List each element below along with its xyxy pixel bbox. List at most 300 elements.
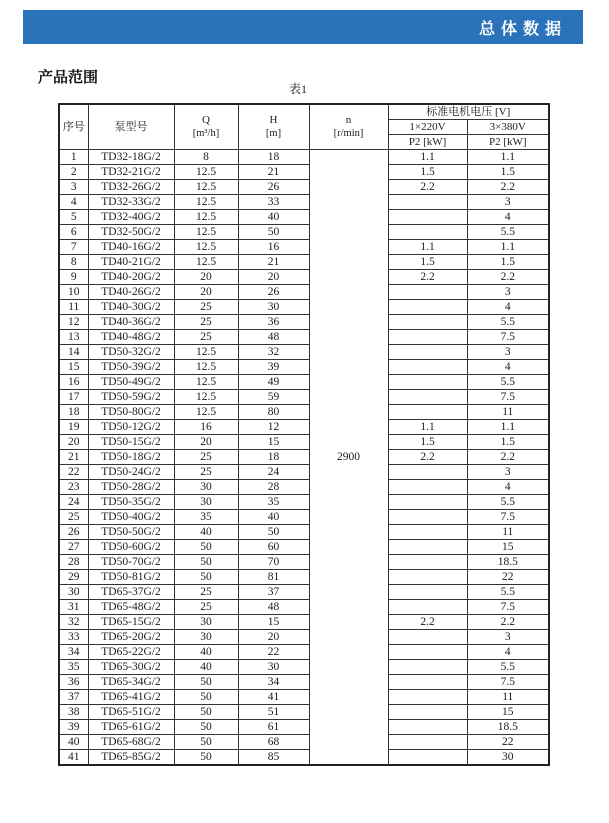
p2-220-cell: 2.2 — [388, 270, 467, 285]
h-cell: 48 — [238, 330, 309, 345]
p2-220-cell — [388, 360, 467, 375]
p2-220-cell: 1.5 — [388, 435, 467, 450]
table-row — [59, 750, 549, 766]
q-cell: 50 — [174, 540, 238, 555]
p2-380-cell: 1.5 — [467, 255, 549, 270]
p2-380-cell: 1.1 — [467, 420, 549, 435]
q-cell: 12.5 — [174, 165, 238, 180]
table-row — [59, 315, 549, 330]
q-cell: 12.5 — [174, 180, 238, 195]
table-header — [59, 104, 549, 150]
q-cell: 50 — [174, 705, 238, 720]
model-cell: TD65-34G/2 — [88, 675, 174, 690]
p2-220-cell — [388, 690, 467, 705]
index-cell: 26 — [59, 525, 88, 540]
index-cell: 3 — [59, 180, 88, 195]
q-cell: 20 — [174, 435, 238, 450]
table-body — [59, 150, 549, 766]
q-cell: 12.5 — [174, 225, 238, 240]
h-cell: 49 — [238, 375, 309, 390]
p2-220-cell — [388, 315, 467, 330]
index-cell: 20 — [59, 435, 88, 450]
table-row — [59, 480, 549, 495]
h-cell: 28 — [238, 480, 309, 495]
model-cell: TD32-40G/2 — [88, 210, 174, 225]
model-cell: TD32-21G/2 — [88, 165, 174, 180]
q-cell: 12.5 — [174, 360, 238, 375]
table-row — [59, 375, 549, 390]
p2-380-cell: 7.5 — [467, 600, 549, 615]
q-cell: 50 — [174, 690, 238, 705]
table-row — [59, 270, 549, 285]
table-row — [59, 585, 549, 600]
index-cell: 19 — [59, 420, 88, 435]
p2-220-cell: 1.1 — [388, 240, 467, 255]
p2-220-cell — [388, 195, 467, 210]
model-cell: TD50-32G/2 — [88, 345, 174, 360]
p2-380-cell: 3 — [467, 195, 549, 210]
index-cell: 34 — [59, 645, 88, 660]
p2-380-cell: 4 — [467, 300, 549, 315]
table-row — [59, 165, 549, 180]
index-cell: 22 — [59, 465, 88, 480]
index-cell: 31 — [59, 600, 88, 615]
p2-380-cell: 15 — [467, 540, 549, 555]
model-cell: TD65-22G/2 — [88, 645, 174, 660]
h-cell: 18 — [238, 150, 309, 165]
table-row — [59, 510, 549, 525]
section-title: 产品范围 — [38, 69, 99, 86]
table-row — [59, 225, 549, 240]
h-cell: 36 — [238, 315, 309, 330]
model-cell: TD50-80G/2 — [88, 405, 174, 420]
p2-380-cell: 5.5 — [467, 375, 549, 390]
header-row-1 — [59, 104, 549, 120]
col-header-h — [238, 104, 309, 150]
n-unit: [r/min] — [333, 128, 364, 139]
h-cell: 30 — [238, 660, 309, 675]
model-cell: TD40-16G/2 — [88, 240, 174, 255]
index-cell: 6 — [59, 225, 88, 240]
model-cell: TD65-20G/2 — [88, 630, 174, 645]
index-cell: 41 — [59, 750, 88, 766]
col-header-index: 序号 — [59, 104, 88, 150]
h-cell: 22 — [238, 645, 309, 660]
model-cell: TD65-68G/2 — [88, 735, 174, 750]
index-cell: 16 — [59, 375, 88, 390]
model-cell: TD40-30G/2 — [88, 300, 174, 315]
q-cell: 25 — [174, 585, 238, 600]
index-cell: 37 — [59, 690, 88, 705]
h-cell: 33 — [238, 195, 309, 210]
table-row — [59, 285, 549, 300]
table-row — [59, 555, 549, 570]
model-cell: TD65-15G/2 — [88, 615, 174, 630]
q-cell: 20 — [174, 285, 238, 300]
p2-380-cell: 5.5 — [467, 315, 549, 330]
p2-380-cell: 18.5 — [467, 720, 549, 735]
q-cell: 16 — [174, 420, 238, 435]
table-row — [59, 735, 549, 750]
p2-220-cell — [388, 495, 467, 510]
model-cell: TD65-41G/2 — [88, 690, 174, 705]
table-row — [59, 300, 549, 315]
h-cell: 60 — [238, 540, 309, 555]
q-cell: 30 — [174, 495, 238, 510]
h-cell: 85 — [238, 750, 309, 766]
model-cell: TD65-51G/2 — [88, 705, 174, 720]
model-cell: TD50-15G/2 — [88, 435, 174, 450]
model-cell: TD32-18G/2 — [88, 150, 174, 165]
model-cell: TD40-36G/2 — [88, 315, 174, 330]
q-cell: 12.5 — [174, 345, 238, 360]
q-cell: 40 — [174, 525, 238, 540]
n-symbol: n — [345, 114, 352, 126]
q-cell: 50 — [174, 570, 238, 585]
table-row — [59, 720, 549, 735]
model-cell: TD40-20G/2 — [88, 270, 174, 285]
index-cell: 12 — [59, 315, 88, 330]
index-cell: 28 — [59, 555, 88, 570]
q-cell: 30 — [174, 630, 238, 645]
q-symbol: Q — [202, 114, 210, 126]
table-row — [59, 675, 549, 690]
q-cell: 35 — [174, 510, 238, 525]
table-row — [59, 150, 549, 165]
q-cell: 50 — [174, 675, 238, 690]
h-cell: 50 — [238, 225, 309, 240]
index-cell: 14 — [59, 345, 88, 360]
product-range-table — [58, 103, 550, 766]
p2-380-cell: 3 — [467, 630, 549, 645]
table-row — [59, 240, 549, 255]
h-cell: 35 — [238, 495, 309, 510]
table-row — [59, 630, 549, 645]
table-row — [59, 660, 549, 675]
q-cell: 12.5 — [174, 390, 238, 405]
model-cell: TD65-37G/2 — [88, 585, 174, 600]
table-row — [59, 420, 549, 435]
table-row — [59, 210, 549, 225]
p2-380-cell: 4 — [467, 480, 549, 495]
model-cell: TD65-85G/2 — [88, 750, 174, 766]
index-cell: 18 — [59, 405, 88, 420]
p2-380-cell: 2.2 — [467, 180, 549, 195]
q-cell: 25 — [174, 600, 238, 615]
p2-220-cell: 1.1 — [388, 150, 467, 165]
p2-380-cell: 7.5 — [467, 330, 549, 345]
h-cell: 15 — [238, 615, 309, 630]
h-symbol: H — [269, 114, 278, 126]
p2-380-cell: 11 — [467, 525, 549, 540]
index-cell: 9 — [59, 270, 88, 285]
model-cell: TD50-59G/2 — [88, 390, 174, 405]
p2-380-cell: 3 — [467, 285, 549, 300]
q-cell: 12.5 — [174, 375, 238, 390]
p2-220-cell — [388, 630, 467, 645]
index-cell: 40 — [59, 735, 88, 750]
table-caption: 表1 — [288, 82, 307, 96]
p2-380-cell: 11 — [467, 690, 549, 705]
p2-220-cell — [388, 645, 467, 660]
col-header-220v: 1×220V — [388, 120, 467, 135]
index-cell: 25 — [59, 510, 88, 525]
h-cell: 80 — [238, 405, 309, 420]
index-cell: 30 — [59, 585, 88, 600]
p2-380-cell: 5.5 — [467, 225, 549, 240]
p2-220-cell — [388, 345, 467, 360]
model-cell: TD32-26G/2 — [88, 180, 174, 195]
p2-380-cell: 3 — [467, 465, 549, 480]
p2-220-cell — [388, 570, 467, 585]
p2-220-cell — [388, 210, 467, 225]
p2-380-cell: 30 — [467, 750, 549, 766]
q-cell: 30 — [174, 480, 238, 495]
col-header-voltage-group: 标准电机电压 [V] — [388, 104, 549, 120]
table-row — [59, 690, 549, 705]
col-header-q — [174, 104, 238, 150]
index-cell: 15 — [59, 360, 88, 375]
table-row — [59, 405, 549, 420]
p2-220-cell — [388, 405, 467, 420]
p2-220-cell — [388, 585, 467, 600]
q-cell: 30 — [174, 615, 238, 630]
col-header-380v: 3×380V — [467, 120, 549, 135]
q-cell: 40 — [174, 660, 238, 675]
p2-380-cell: 2.2 — [467, 270, 549, 285]
model-cell: TD50-81G/2 — [88, 570, 174, 585]
p2-380-cell: 22 — [467, 570, 549, 585]
table-row — [59, 255, 549, 270]
h-cell: 40 — [238, 510, 309, 525]
h-cell: 50 — [238, 525, 309, 540]
table-row — [59, 525, 549, 540]
index-cell: 24 — [59, 495, 88, 510]
q-cell: 25 — [174, 300, 238, 315]
p2-380-cell: 18.5 — [467, 555, 549, 570]
p2-220-cell: 2.2 — [388, 450, 467, 465]
model-cell: TD65-61G/2 — [88, 720, 174, 735]
p2-220-cell — [388, 735, 467, 750]
index-cell: 11 — [59, 300, 88, 315]
h-cell: 15 — [238, 435, 309, 450]
table-row — [59, 360, 549, 375]
p2-220-cell — [388, 465, 467, 480]
q-cell: 20 — [174, 270, 238, 285]
index-cell: 8 — [59, 255, 88, 270]
h-cell: 16 — [238, 240, 309, 255]
p2-220-cell — [388, 510, 467, 525]
h-unit: [m] — [265, 128, 282, 139]
q-cell: 25 — [174, 465, 238, 480]
h-cell: 51 — [238, 705, 309, 720]
table-row — [59, 195, 549, 210]
h-cell: 20 — [238, 630, 309, 645]
model-cell: TD50-50G/2 — [88, 525, 174, 540]
index-cell: 38 — [59, 705, 88, 720]
model-cell: TD50-18G/2 — [88, 450, 174, 465]
h-cell: 24 — [238, 465, 309, 480]
table-row — [59, 180, 549, 195]
p2-220-cell — [388, 660, 467, 675]
index-cell: 4 — [59, 195, 88, 210]
p2-220-cell — [388, 390, 467, 405]
p2-220-cell — [388, 480, 467, 495]
index-cell: 1 — [59, 150, 88, 165]
table-row — [59, 615, 549, 630]
index-cell: 29 — [59, 570, 88, 585]
index-cell: 35 — [59, 660, 88, 675]
p2-220-cell — [388, 330, 467, 345]
h-cell: 12 — [238, 420, 309, 435]
header-banner — [23, 10, 583, 44]
model-cell: TD50-39G/2 — [88, 360, 174, 375]
col-header-model: 泵型号 — [88, 104, 174, 150]
q-cell: 25 — [174, 450, 238, 465]
index-cell: 21 — [59, 450, 88, 465]
p2-220-cell — [388, 600, 467, 615]
table-row — [59, 540, 549, 555]
index-cell: 10 — [59, 285, 88, 300]
p2-380-cell: 2.2 — [467, 615, 549, 630]
p2-380-cell: 5.5 — [467, 495, 549, 510]
p2-380-cell: 1.1 — [467, 240, 549, 255]
q-cell: 8 — [174, 150, 238, 165]
index-cell: 7 — [59, 240, 88, 255]
table-row — [59, 450, 549, 465]
p2-380-cell: 7.5 — [467, 510, 549, 525]
q-cell: 12.5 — [174, 255, 238, 270]
q-cell: 25 — [174, 315, 238, 330]
col-header-p2-220: P2 [kW] — [388, 135, 467, 150]
table-row — [59, 345, 549, 360]
p2-380-cell: 1.5 — [467, 165, 549, 180]
model-cell: TD65-48G/2 — [88, 600, 174, 615]
p2-220-cell — [388, 675, 467, 690]
p2-380-cell: 3 — [467, 345, 549, 360]
p2-220-cell — [388, 285, 467, 300]
index-cell: 33 — [59, 630, 88, 645]
q-cell: 40 — [174, 645, 238, 660]
q-cell: 50 — [174, 750, 238, 766]
p2-220-cell — [388, 720, 467, 735]
table-row — [59, 705, 549, 720]
col-header-n — [309, 104, 388, 150]
h-cell: 59 — [238, 390, 309, 405]
h-cell: 81 — [238, 570, 309, 585]
p2-220-cell — [388, 525, 467, 540]
p2-220-cell: 1.1 — [388, 420, 467, 435]
model-cell: TD40-26G/2 — [88, 285, 174, 300]
p2-220-cell: 1.5 — [388, 165, 467, 180]
h-cell: 30 — [238, 300, 309, 315]
table-row — [59, 465, 549, 480]
h-cell: 61 — [238, 720, 309, 735]
h-cell: 37 — [238, 585, 309, 600]
p2-220-cell — [388, 375, 467, 390]
h-cell: 70 — [238, 555, 309, 570]
q-unit: [m³/h] — [192, 128, 220, 139]
index-cell: 17 — [59, 390, 88, 405]
model-cell: TD50-60G/2 — [88, 540, 174, 555]
table-row — [59, 390, 549, 405]
table-row — [59, 330, 549, 345]
p2-380-cell: 2.2 — [467, 450, 549, 465]
p2-220-cell — [388, 750, 467, 766]
p2-380-cell: 1.5 — [467, 435, 549, 450]
h-cell: 68 — [238, 735, 309, 750]
p2-220-cell: 2.2 — [388, 180, 467, 195]
index-cell: 23 — [59, 480, 88, 495]
model-cell: TD40-21G/2 — [88, 255, 174, 270]
model-cell: TD32-50G/2 — [88, 225, 174, 240]
q-cell: 12.5 — [174, 405, 238, 420]
index-cell: 5 — [59, 210, 88, 225]
q-cell: 12.5 — [174, 195, 238, 210]
p2-380-cell: 7.5 — [467, 675, 549, 690]
model-cell: TD50-40G/2 — [88, 510, 174, 525]
q-cell: 50 — [174, 720, 238, 735]
p2-380-cell: 5.5 — [467, 660, 549, 675]
index-cell: 27 — [59, 540, 88, 555]
h-cell: 48 — [238, 600, 309, 615]
model-cell: TD50-35G/2 — [88, 495, 174, 510]
table-row — [59, 495, 549, 510]
p2-380-cell: 5.5 — [467, 585, 549, 600]
p2-220-cell: 1.5 — [388, 255, 467, 270]
model-cell: TD65-30G/2 — [88, 660, 174, 675]
q-cell: 50 — [174, 735, 238, 750]
p2-220-cell — [388, 225, 467, 240]
table-row — [59, 600, 549, 615]
index-cell: 39 — [59, 720, 88, 735]
n-speed-cell: 2900 — [309, 150, 388, 766]
p2-380-cell: 1.1 — [467, 150, 549, 165]
p2-220-cell: 2.2 — [388, 615, 467, 630]
h-cell: 26 — [238, 285, 309, 300]
p2-380-cell: 4 — [467, 360, 549, 375]
table-row — [59, 435, 549, 450]
model-cell: TD32-33G/2 — [88, 195, 174, 210]
h-cell: 21 — [238, 165, 309, 180]
model-cell: TD50-70G/2 — [88, 555, 174, 570]
p2-380-cell: 11 — [467, 405, 549, 420]
h-cell: 21 — [238, 255, 309, 270]
p2-380-cell: 7.5 — [467, 390, 549, 405]
h-cell: 40 — [238, 210, 309, 225]
p2-380-cell: 22 — [467, 735, 549, 750]
q-cell: 12.5 — [174, 210, 238, 225]
p2-380-cell: 4 — [467, 210, 549, 225]
banner-title: 总体数据 — [478, 20, 567, 38]
p2-380-cell: 15 — [467, 705, 549, 720]
h-cell: 34 — [238, 675, 309, 690]
model-cell: TD50-28G/2 — [88, 480, 174, 495]
p2-220-cell — [388, 300, 467, 315]
h-cell: 26 — [238, 180, 309, 195]
p2-220-cell — [388, 705, 467, 720]
index-cell: 2 — [59, 165, 88, 180]
h-cell: 20 — [238, 270, 309, 285]
model-cell: TD50-49G/2 — [88, 375, 174, 390]
model-cell: TD50-24G/2 — [88, 465, 174, 480]
index-cell: 32 — [59, 615, 88, 630]
p2-220-cell — [388, 555, 467, 570]
h-cell: 18 — [238, 450, 309, 465]
q-cell: 25 — [174, 330, 238, 345]
h-cell: 39 — [238, 360, 309, 375]
h-cell: 32 — [238, 345, 309, 360]
